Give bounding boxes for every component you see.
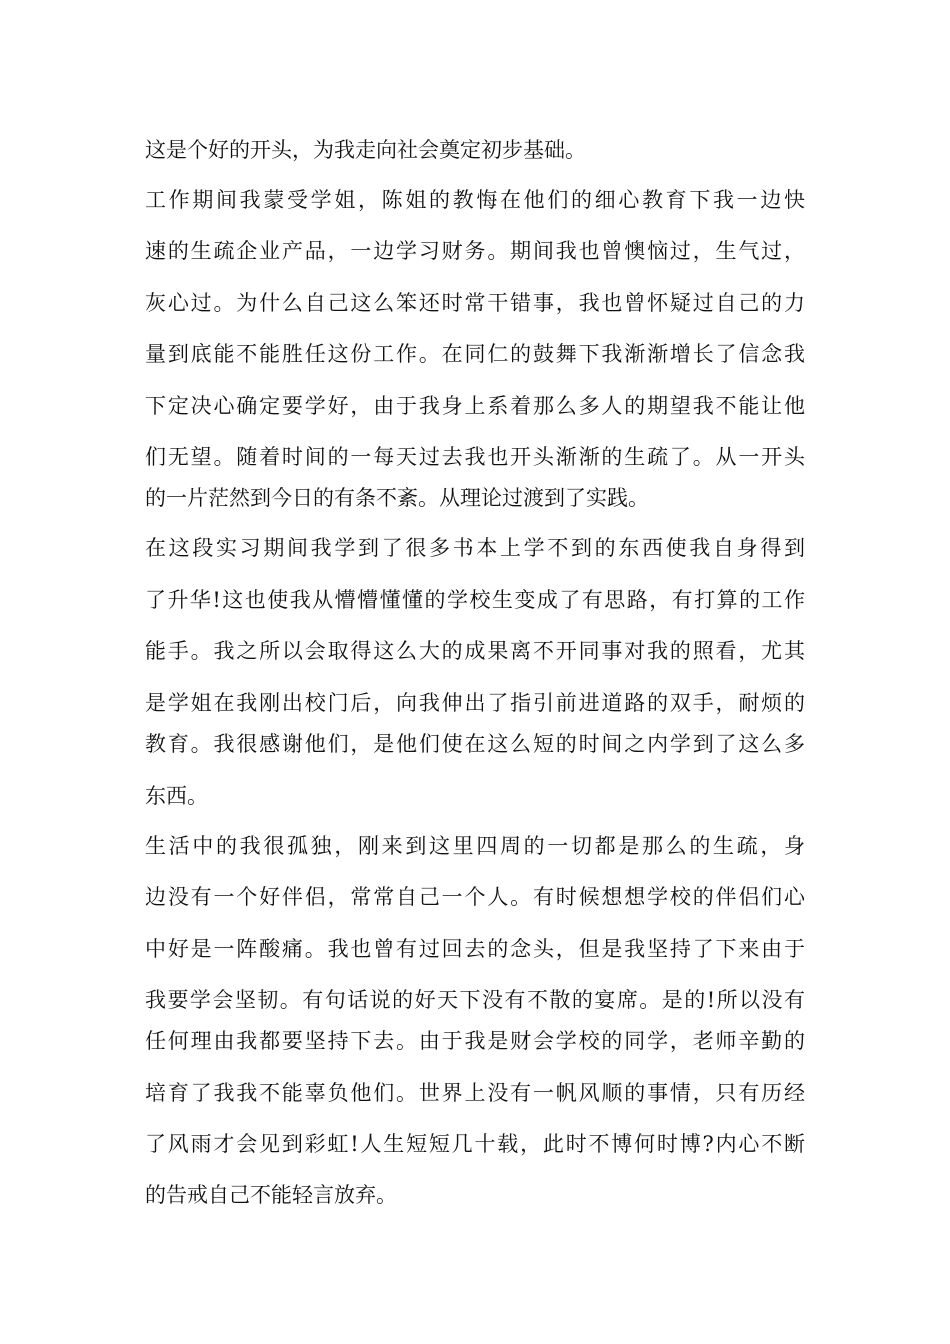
text-line: 下定决心确定要学好，由于我身上系着那么多人的期望我不能让他 bbox=[145, 394, 805, 418]
text-line: 在这段实习期间我学到了很多书本上学不到的东西使我自身得到 bbox=[145, 536, 805, 560]
text-line: 们无望。随着时间的一每天过去我也开头渐渐的生疏了。从一开头 bbox=[145, 445, 805, 469]
text-line: 了升华!这也使我从懵懵懂懂的学校生变成了有思路，有打算的工作 bbox=[145, 588, 805, 612]
text-line: 东西。 bbox=[145, 784, 208, 808]
text-line: 了风雨才会见到彩虹!人生短短几十载，此时不博何时博?内心不断 bbox=[145, 1132, 805, 1156]
text-line: 任何理由我都要坚持下去。由于我是财会学校的同学，老师辛勤的 bbox=[145, 1029, 805, 1053]
text-line: 培育了我我不能辜负他们。世界上没有一帆风顺的事情，只有历经 bbox=[145, 1081, 805, 1105]
text-line: 量到底能不能胜任这份工作。在同仁的鼓舞下我渐渐增长了信念我 bbox=[145, 342, 805, 366]
text-line: 是学姐在我刚出校门后，向我伸出了指引前进道路的双手，耐烦的 bbox=[145, 691, 805, 715]
text-line: 中好是一阵酸痛。我也曾有过回去的念头，但是我坚持了下来由于 bbox=[145, 937, 805, 961]
text-line: 教育。我很感谢他们，是他们使在这么短的时间之内学到了这么多 bbox=[145, 732, 805, 756]
text-line: 工作期间我蒙受学姐，陈姐的教悔在他们的细心教育下我一边快 bbox=[145, 188, 805, 212]
text-line: 生活中的我很孤独，刚来到这里四周的一切都是那么的生疏，身 bbox=[145, 834, 805, 858]
text-line: 的告戒自己不能轻言放弃。 bbox=[145, 1183, 397, 1207]
text-line: 灰心过。为什么自己这么笨还时常干错事，我也曾怀疑过自己的力 bbox=[145, 291, 805, 315]
text-line: 边没有一个好伴侣，常常自己一个人。有时候想想学校的伴侣们心 bbox=[145, 885, 805, 909]
text-line: 速的生疏企业产品，一边学习财务。期间我也曾懊恼过，生气过， bbox=[145, 239, 805, 263]
text-line: 的一片茫然到今日的有条不紊。从理论过渡到了实践。 bbox=[145, 486, 649, 510]
text-line: 我要学会坚韧。有句话说的好天下没有不散的宴席。是的!所以没有 bbox=[145, 988, 805, 1012]
text-line: 这是个好的开头，为我走向社会奠定初步基础。 bbox=[145, 138, 586, 162]
text-line: 能手。我之所以会取得这么大的成果离不开同事对我的照看，尤其 bbox=[145, 639, 805, 663]
